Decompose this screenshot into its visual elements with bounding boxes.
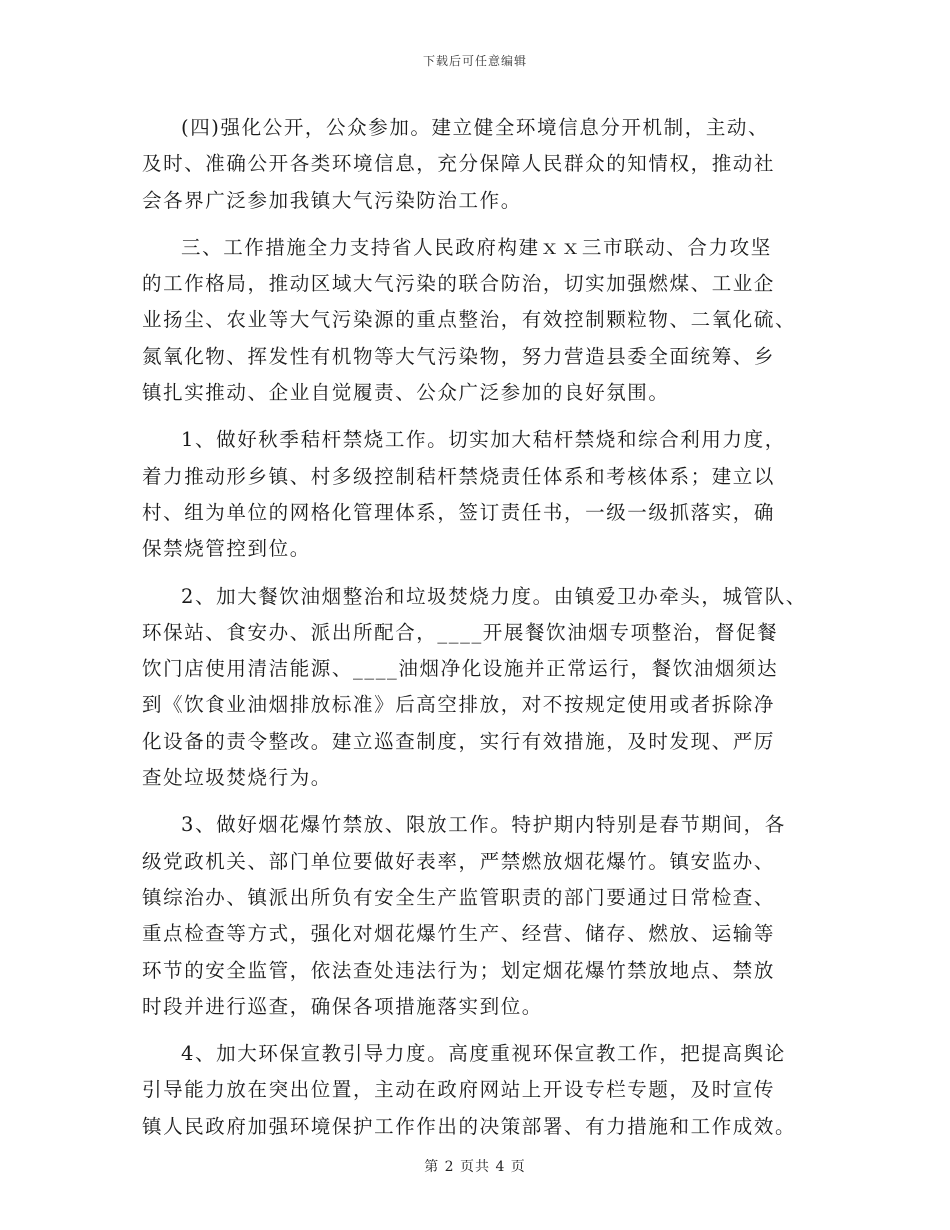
paragraph-line: 氮氧化物、挥发性有机物等大气污染物，努力营造县委全面统筹、乡 xyxy=(142,344,776,368)
paragraph-line: 会各界广泛参加我镇大气污染防治工作。 xyxy=(142,188,522,212)
paragraph-work-measures xyxy=(142,230,810,411)
paragraph-straw-burning-ban xyxy=(142,422,810,567)
paragraph-cooking-fumes-control xyxy=(142,579,810,797)
page-header: 下载后可任意编辑 xyxy=(422,54,527,68)
paragraph-line: 重点检查等方式，强化对烟花爆竹生产、经营、储存、燃放、运输等 xyxy=(142,922,776,946)
paragraph-strengthen-openness xyxy=(142,110,810,219)
paragraph-line: 3、做好烟花爆竹禁放、限放工作。特护期内特别是春节期间，各 xyxy=(181,813,786,837)
paragraph-line: 时段并进行巡查，确保各项措施落实到位。 xyxy=(142,994,543,1018)
paragraph-line: 1、做好秋季秸杆禁烧工作。切实加大秸杆禁烧和综合利用力度， xyxy=(181,428,786,452)
paragraph-line: 级党政机关、部门单位要做好表率，严禁燃放烟花爆竹。镇安监办、 xyxy=(142,849,776,873)
paragraph-line: 查处垃圾焚烧行为。 xyxy=(142,766,332,790)
paragraph-line: 化设备的责令整改。建立巡查制度，实行有效措施，及时发现、严厉 xyxy=(142,729,776,753)
paragraph-line: 4、加大环保宣教引导力度。高度重视环保宣教工作，把提高舆论 xyxy=(181,1042,786,1066)
paragraph-line: 三、工作措施全力支持省人民政府构建ｘｘ三市联动、合力攻坚 xyxy=(181,235,772,259)
paragraph-line: 村、组为单位的网格化管理体系，签订责任书，一级一级抓落实，确 xyxy=(142,500,776,524)
paragraph-line: 着力推动形乡镇、村多级控制秸杆禁烧责任体系和考核体系；建立以 xyxy=(142,464,776,488)
paragraph-fireworks-ban xyxy=(142,807,810,1025)
paragraph-line: 环保站、食安办、派出所配合，____开展餐饮油烟专项整治，督促餐 xyxy=(142,620,779,644)
paragraph-line: 镇综治办、镇派出所负有安全生产监管职责的部门要通过日常检查、 xyxy=(142,885,776,909)
page-footer: 第 2 页共 4 页 xyxy=(424,1159,526,1175)
paragraph-line: 2、加大餐饮油烟整治和垃圾焚烧力度。由镇爱卫办牵头，城管队、 xyxy=(181,584,807,608)
paragraph-line: 的工作格局，推动区域大气污染的联合防治，切实加强燃煤、工业企 xyxy=(142,272,776,296)
paragraph-line: (四)强化公开，公众参加。建立健全环境信息分开机制，主动、 xyxy=(181,116,770,139)
paragraph-line: 饮门店使用清洁能源、____油烟净化设施并正常运行，餐饮油烟须达 xyxy=(142,657,779,681)
paragraph-line: 环节的安全监管，依法查处违法行为；划定烟花爆竹禁放地点、禁放 xyxy=(142,958,776,982)
paragraph-line: 保禁烧管控到位。 xyxy=(142,537,311,561)
paragraph-line: 业扬尘、农业等大气污染源的重点整治，有效控制颗粒物、二氧化硫、 xyxy=(142,308,797,332)
paragraph-line: 引导能力放在突出位置，主动在政府网站上开设专栏专题，及时宣传 xyxy=(142,1078,776,1102)
document-body xyxy=(142,110,810,1145)
paragraph-line: 镇人民政府加强环境保护工作作出的决策部署、有力措施和工作成效。 xyxy=(142,1114,797,1138)
paragraph-line: 镇扎实推动、企业自觉履责、公众广泛参加的良好氛围。 xyxy=(142,381,670,405)
paragraph-line: 及时、准确公开各类环境信息，充分保障人民群众的知情权，推动社 xyxy=(142,152,776,176)
paragraph-line: 到《饮食业油烟排放标准》后高空排放，对不按规定使用或者拆除净 xyxy=(142,693,776,717)
paragraph-environmental-publicity xyxy=(142,1036,810,1145)
